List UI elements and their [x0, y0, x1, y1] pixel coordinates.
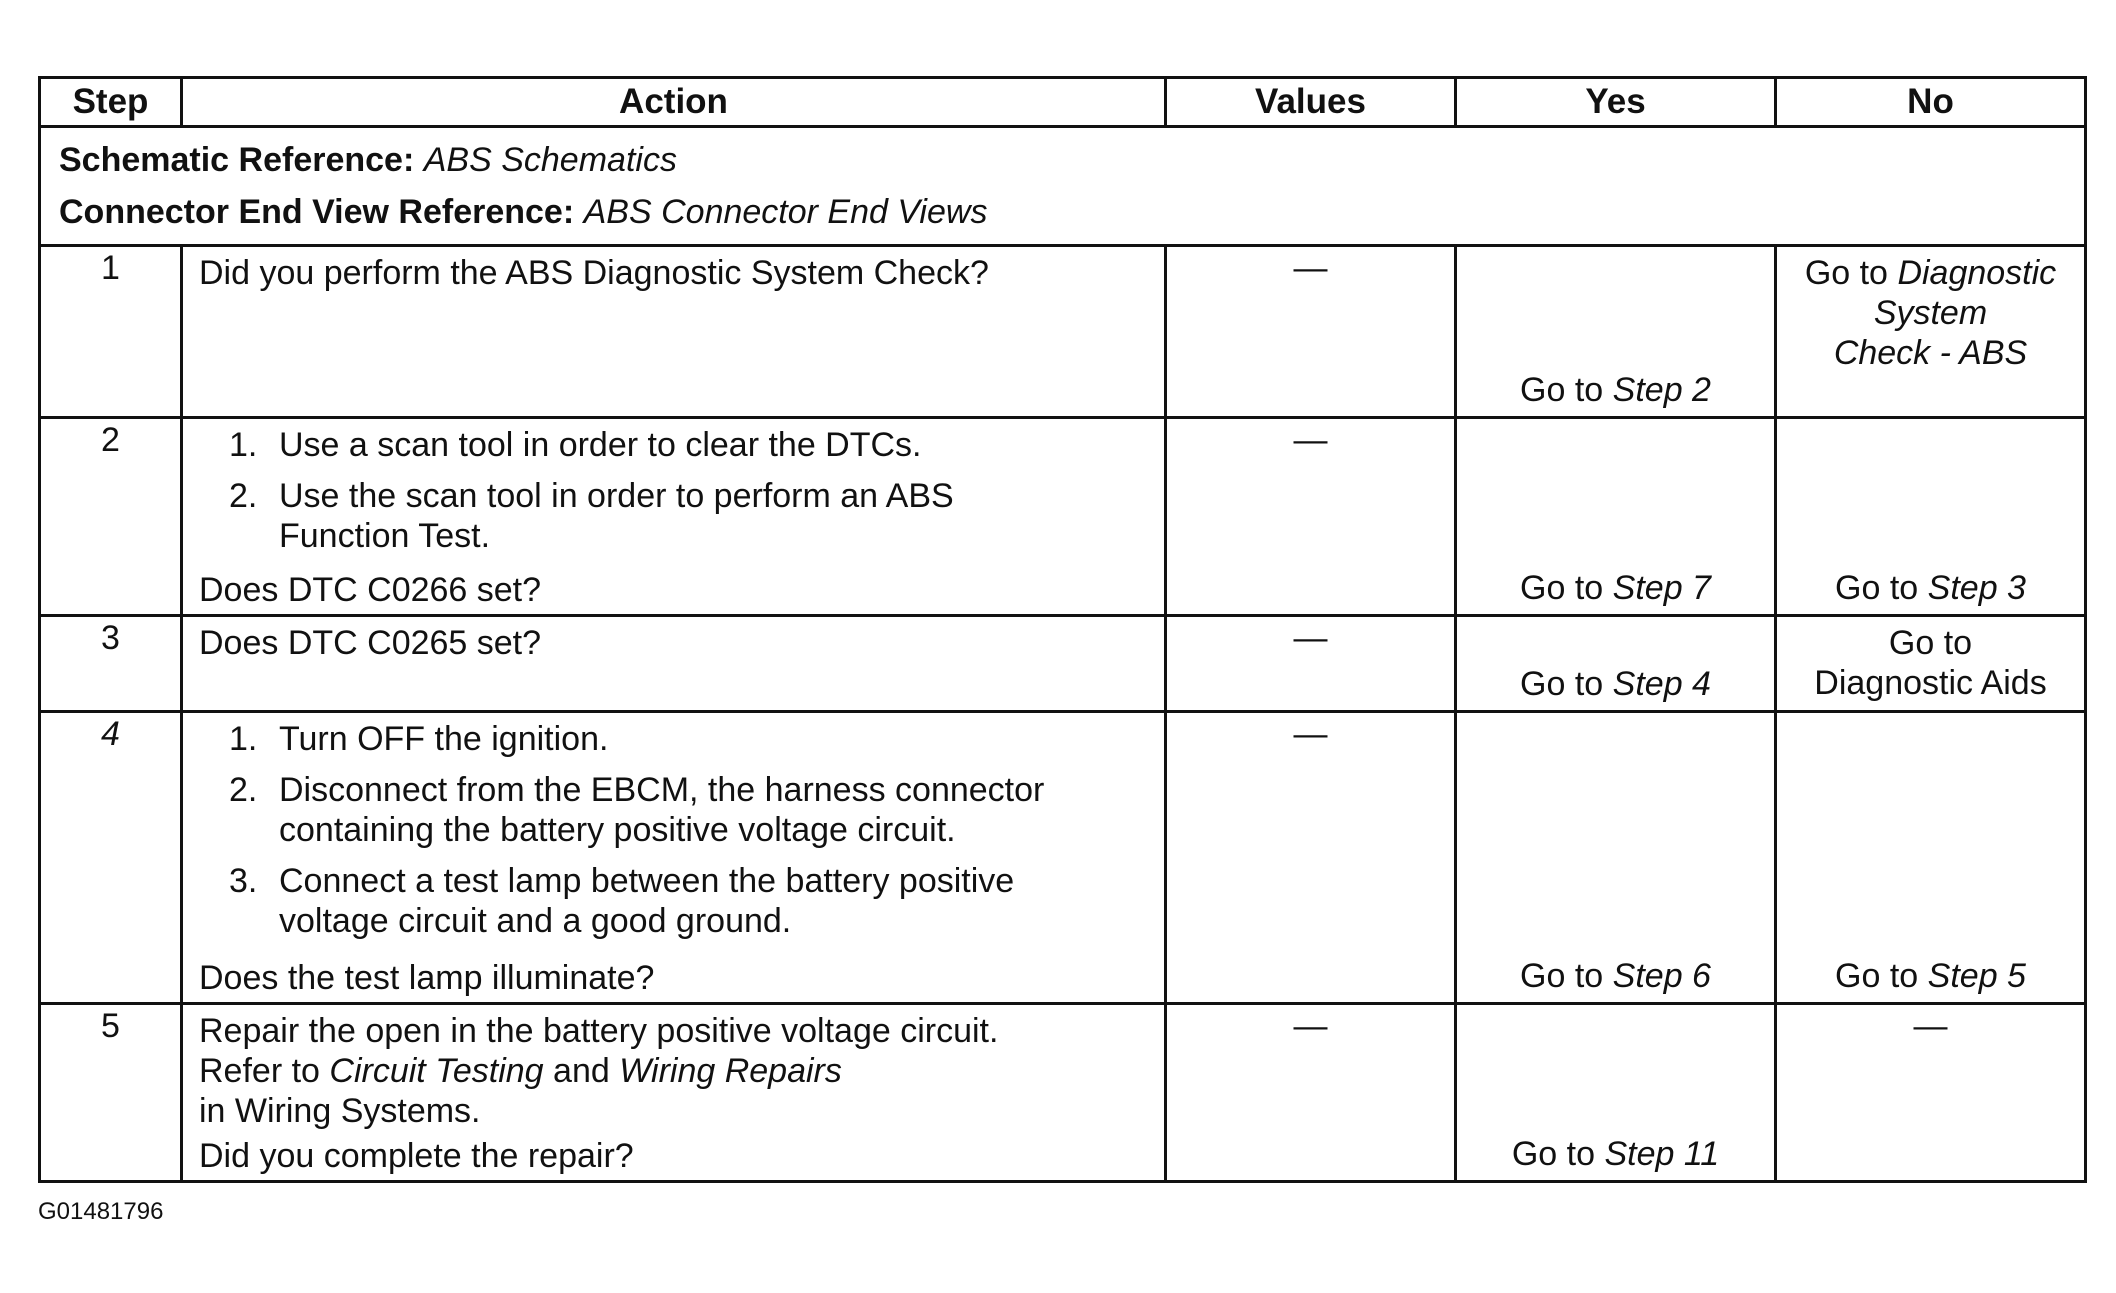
yes-cell [1456, 1004, 1776, 1182]
list-item-text: Disconnect from the EBCM, the harness connector containing the battery positive voltage circuit. [279, 771, 1045, 849]
values-cell: — [1166, 1004, 1456, 1182]
header-step: Step [40, 78, 182, 127]
yes-text [1457, 1134, 1774, 1174]
list-item [229, 770, 1148, 850]
action-cell [182, 616, 1166, 712]
no-link-line2[interactable]: System [1873, 294, 1988, 332]
yes-text [1457, 568, 1774, 608]
circuit-testing-link[interactable]: Circuit Testing [329, 1052, 544, 1090]
no-link-line1[interactable]: Diagnostic [1897, 254, 2057, 292]
yes-cell [1456, 712, 1776, 1004]
list-item-text: Use a scan tool in order to clear the DTCs. [279, 426, 922, 464]
table-row [40, 246, 2086, 418]
header-action: Action [182, 78, 1166, 127]
reference-cell [40, 127, 2086, 246]
action-text: Repair the open in the battery positive voltage circuit. Refer to Circuit Testing and Wiring Repairs in Wiring Systems. [199, 1012, 999, 1130]
action-question: Does DTC C0265 set? [199, 624, 542, 662]
wiring-repairs-link[interactable]: Wiring Repairs [619, 1052, 842, 1090]
no-step-link[interactable]: Step 5 [1927, 957, 2026, 995]
no-cell [1776, 246, 2086, 418]
schematic-reference [59, 134, 2066, 186]
no-prefix: Go to [1804, 254, 1888, 292]
action-question: Did you perform the ABS Diagnostic System Check? [199, 254, 989, 292]
reference-row [40, 127, 2086, 246]
no-prefix: Go to [1835, 957, 1919, 995]
yes-step-link[interactable]: Step 7 [1612, 569, 1711, 607]
yes-step-link[interactable]: Step 4 [1612, 665, 1711, 703]
list-item-number: 1. [229, 720, 258, 758]
yes-step-link[interactable]: Step 2 [1612, 371, 1711, 409]
yes-step-link[interactable]: Step 6 [1612, 957, 1711, 995]
connector-reference [59, 186, 2066, 238]
action-cell [182, 246, 1166, 418]
header-no: No [1776, 78, 2086, 127]
action-cell [182, 418, 1166, 616]
yes-prefix: Go to [1520, 371, 1604, 409]
step-number: 1 [40, 246, 182, 418]
no-cell: — [1776, 1004, 2086, 1182]
yes-step-link[interactable]: Step 11 [1604, 1135, 1720, 1173]
table-row [40, 616, 2086, 712]
no-step-link[interactable]: Step 3 [1927, 569, 2026, 607]
yes-cell [1456, 246, 1776, 418]
action-cell [182, 712, 1166, 1004]
step-number: 4 [40, 712, 182, 1004]
no-link-line3[interactable]: Check - ABS [1833, 334, 2028, 372]
no-text [1781, 253, 2080, 373]
yes-text [1457, 956, 1774, 996]
action-list [199, 425, 1148, 556]
connector-reference-label: Connector End View Reference: [59, 193, 575, 231]
action-question: Did you complete the repair? [199, 1137, 634, 1175]
no-cell [1776, 616, 2086, 712]
table-row [40, 712, 2086, 1004]
list-item-number: 3. [229, 862, 258, 900]
step-number: 3 [40, 616, 182, 712]
header-row [40, 78, 2086, 127]
values-cell: — [1166, 246, 1456, 418]
no-text [1777, 956, 2084, 996]
yes-text [1457, 370, 1774, 410]
action-list [199, 719, 1148, 941]
action-question: Does DTC C0266 set? [199, 571, 542, 609]
yes-prefix: Go to [1520, 569, 1604, 607]
table-row [40, 418, 2086, 616]
list-item-number: 2. [229, 771, 258, 809]
no-text [1777, 568, 2084, 608]
no-cell [1776, 712, 2086, 1004]
no-cell [1776, 418, 2086, 616]
no-prefix: Go to [1888, 624, 1973, 662]
header-values: Values [1166, 78, 1456, 127]
list-item [229, 425, 1148, 465]
schematic-reference-label: Schematic Reference: [59, 141, 415, 179]
list-item-text: Connect a test lamp between the battery positive voltage circuit and a good ground. [279, 862, 1015, 940]
yes-prefix: Go to [1520, 957, 1604, 995]
yes-prefix: Go to [1520, 665, 1604, 703]
figure-id: G01481796 [38, 1198, 164, 1225]
list-item-number: 2. [229, 477, 258, 515]
header-yes: Yes [1456, 78, 1776, 127]
no-text [1781, 623, 2080, 703]
table-row [40, 1004, 2086, 1182]
list-item-text: Use the scan tool in order to perform an ABS Function Test. [279, 477, 954, 555]
connector-reference-value: ABS Connector End Views [583, 193, 988, 231]
action-question: Does the test lamp illuminate? [199, 959, 655, 997]
list-item-text: Turn OFF the ignition. [279, 720, 609, 758]
values-cell: — [1166, 712, 1456, 1004]
list-item [229, 719, 1148, 759]
values-cell: — [1166, 418, 1456, 616]
yes-text [1457, 664, 1774, 704]
yes-cell [1456, 616, 1776, 712]
step-number: 2 [40, 418, 182, 616]
diagnostic-table [38, 76, 2087, 1183]
schematic-reference-value: ABS Schematics [423, 141, 677, 179]
yes-cell [1456, 418, 1776, 616]
no-prefix: Go to [1835, 569, 1919, 607]
list-item [229, 861, 1148, 941]
list-item [229, 476, 1148, 556]
no-diagnostic-aids-link[interactable]: Diagnostic Aids [1814, 664, 2047, 702]
yes-prefix: Go to [1511, 1135, 1596, 1173]
step-number: 5 [40, 1004, 182, 1182]
action-cell [182, 1004, 1166, 1182]
list-item-number: 1. [229, 426, 258, 464]
values-cell: — [1166, 616, 1456, 712]
